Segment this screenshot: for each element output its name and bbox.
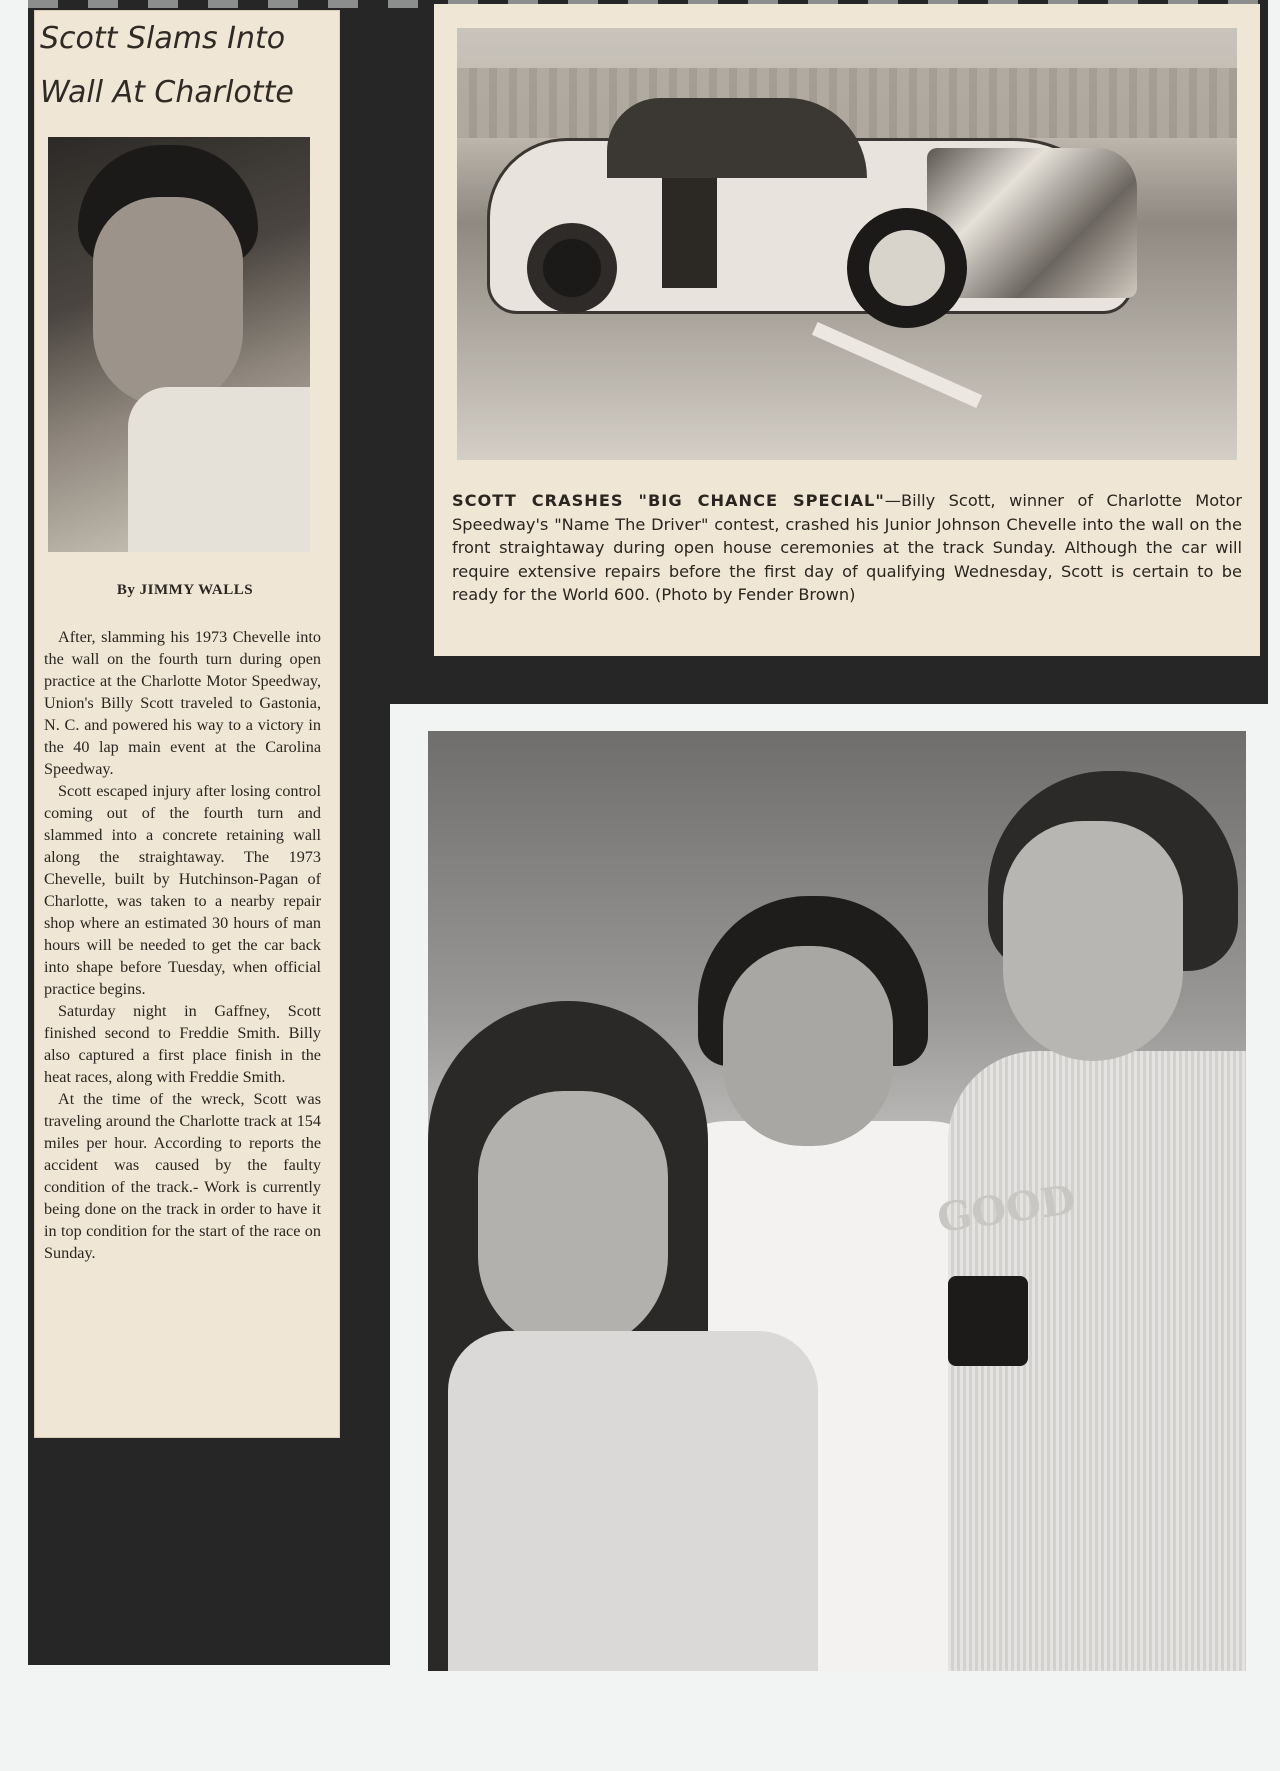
shirt-logo-text: GOOD xyxy=(934,1176,1079,1242)
wrecked-car-photo xyxy=(457,28,1237,460)
byline: By JIMMY WALLS xyxy=(116,582,254,598)
article-body xyxy=(44,626,321,1264)
headline-line-2: Wall At Charlotte xyxy=(40,75,294,110)
article-paragraph: Saturday night in Gaffney, Scott finished second to Freddie Smith. Billy also captured a first place finish in the heat races, along with Freddie Smith. xyxy=(44,1002,321,1086)
photo-caption xyxy=(452,489,1242,607)
article-paragraph: After, slamming his 1973 Chevelle into the wall on the fourth turn during open practice at the Charlotte Motor Speedway, Union's Billy Scott traveled to Gastonia, N. C. and powered his way to a victory in the 40 lap main event at the Carolina Speedway. xyxy=(44,628,321,778)
caption-lead: SCOTT CRASHES "BIG CHANCE SPECIAL" xyxy=(452,491,885,510)
article-paragraph: Scott escaped injury after losing control coming out of the fourth turn and slammed into a concrete retaining wall along the straightaway. The 1973 Chevelle, built by Hutchinson-Pagan of Charlotte, was taken to a nearby repair shop where an estimated 30 hours of man hours will be needed to get the car back into shape before Tuesday, when official practice begins. xyxy=(44,782,321,998)
caption-body: —Billy Scott, winner of Charlotte Motor Speedway's "Name The Driver" contest, crashed his Junior Johnson Chevelle into the wall on the front straightaway during open house ceremonies at the track Sunday. Although the car will require extensive repairs before the first day of qualifying Wednesday, Scott is certain to be ready for the World 600. (Photo by Fender Brown) xyxy=(452,491,1243,604)
driver-portrait-photo xyxy=(48,137,310,552)
article-paragraph: At the time of the wreck, Scott was traveling around the Charlotte track at 154 miles per hour. According to reports the accident was caused by the faulty condition of the track.- Work is currently being done on the track in order to have it in top condition for the start of the race on Sunday. xyxy=(44,1090,321,1262)
article-headline xyxy=(40,12,320,120)
headline-line-1: Scott Slams Into xyxy=(40,21,286,56)
drivers-group-photo xyxy=(428,731,1246,1671)
